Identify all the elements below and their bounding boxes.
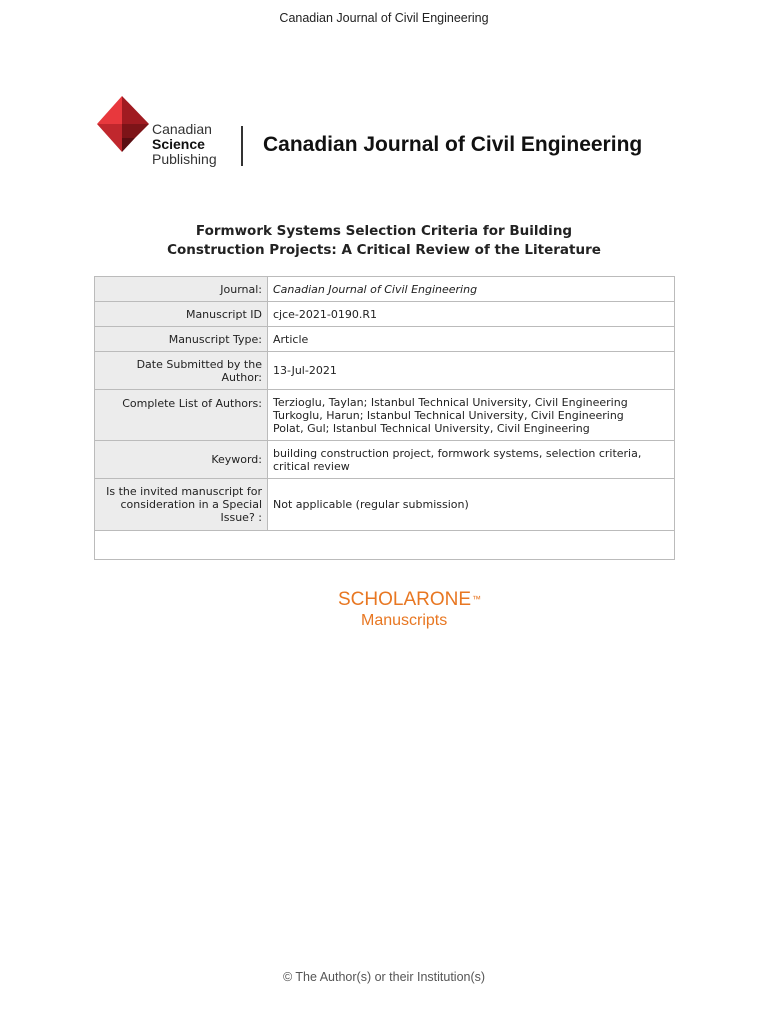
table-row bbox=[95, 352, 675, 390]
masthead bbox=[97, 96, 677, 170]
special-issue-label bbox=[95, 479, 268, 531]
keyword-line2: critical review bbox=[273, 459, 350, 473]
scholarone-brand-b: ONE bbox=[429, 589, 472, 610]
paper-title bbox=[0, 222, 768, 260]
table-row bbox=[95, 302, 675, 327]
publisher-name-line2: Science bbox=[152, 136, 205, 152]
table-row bbox=[95, 390, 675, 441]
manuscript-metadata-table bbox=[94, 276, 675, 560]
table-row bbox=[95, 441, 675, 479]
journal-value: Canadian Journal of Civil Engineering bbox=[268, 277, 675, 302]
date-submitted-label bbox=[95, 352, 268, 390]
manuscript-id-value: cjce-2021-0190.R1 bbox=[268, 302, 675, 327]
publisher-name-line3: Publishing bbox=[152, 151, 217, 167]
special-issue-label-line1: Is the invited manuscript for bbox=[106, 485, 262, 498]
table-row bbox=[95, 277, 675, 302]
author-entry: Turkoglu, Harun; Istanbul Technical University, Civil Engineering bbox=[273, 408, 624, 422]
masthead-divider bbox=[241, 126, 243, 166]
author-entry: Polat, Gul; Istanbul Technical University, Civil Engineering bbox=[273, 421, 590, 435]
table-row bbox=[95, 327, 675, 352]
publisher-name-line1: Canadian bbox=[152, 121, 212, 137]
journal-label: Journal: bbox=[95, 277, 268, 302]
date-submitted-label-line1: Date Submitted by the bbox=[136, 357, 262, 371]
special-issue-label-line2: consideration in a Special bbox=[120, 498, 262, 511]
paper-title-line1: Formwork Systems Selection Criteria for Building bbox=[195, 223, 573, 239]
authors-label: Complete List of Authors: bbox=[95, 390, 268, 441]
manuscript-type-value: Article bbox=[268, 327, 675, 352]
canadian-science-publishing-logo-icon bbox=[97, 96, 149, 152]
author-entry: Terzioglu, Taylan; Istanbul Technical University, Civil Engineering bbox=[273, 395, 628, 409]
table-row bbox=[95, 479, 675, 531]
copyright-footer: © The Author(s) or their Institution(s) bbox=[282, 970, 486, 984]
trademark-symbol: ™ bbox=[472, 594, 482, 604]
scholarone-manuscripts-logo bbox=[338, 589, 481, 631]
authors-value bbox=[268, 390, 675, 441]
manuscript-type-label: Manuscript Type: bbox=[95, 327, 268, 352]
empty-row-cell bbox=[95, 531, 675, 560]
date-submitted-label-line2: Author: bbox=[221, 370, 262, 384]
special-issue-label-line3: Issue? : bbox=[220, 511, 262, 524]
date-submitted-value: 13-Jul-2021 bbox=[268, 352, 675, 390]
scholarone-brand-a: SCHOLAR bbox=[338, 589, 430, 610]
scholarone-subtitle: Manuscripts bbox=[361, 612, 448, 629]
keyword-line1: building construction project, formwork systems, selection criteria, bbox=[273, 446, 642, 460]
journal-title: Canadian Journal of Civil Engineering bbox=[263, 133, 643, 156]
publisher-wordmark bbox=[152, 122, 217, 167]
running-header: Canadian Journal of Civil Engineering bbox=[279, 11, 489, 25]
keyword-value bbox=[268, 441, 675, 479]
table-row bbox=[95, 531, 675, 560]
manuscript-id-label: Manuscript ID bbox=[95, 302, 268, 327]
special-issue-value: Not applicable (regular submission) bbox=[268, 479, 675, 531]
keyword-label: Keyword: bbox=[95, 441, 268, 479]
paper-title-line2: Construction Projects: A Critical Review of the Literature bbox=[167, 242, 601, 258]
